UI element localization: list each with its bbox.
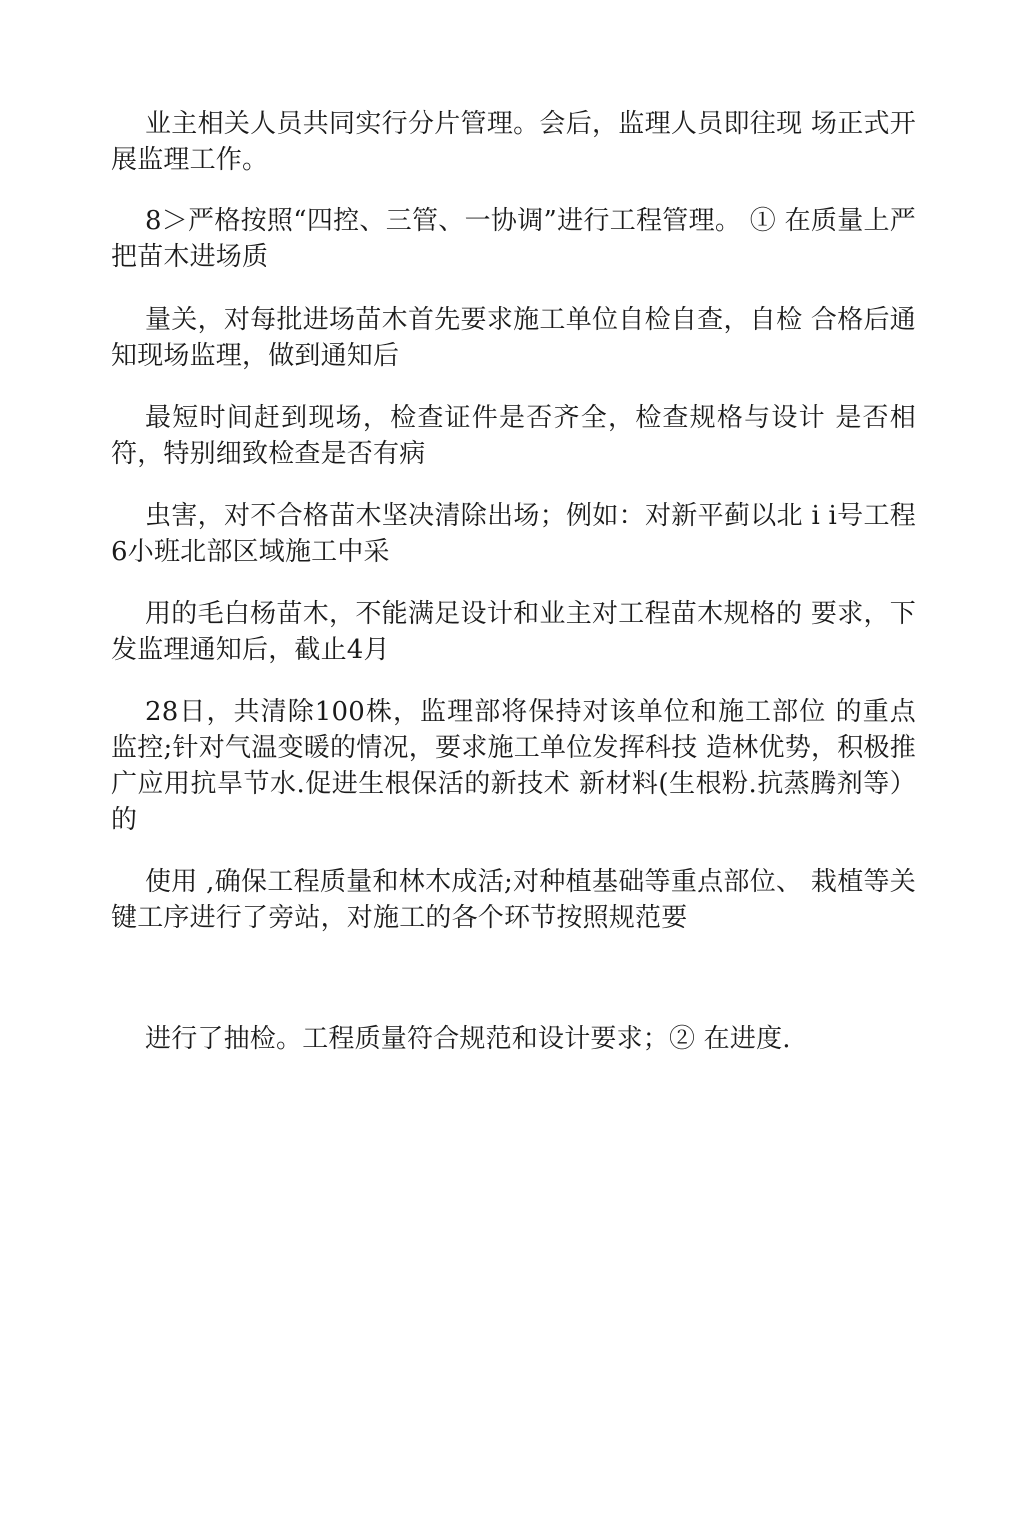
paragraph-6: 用的毛白杨苗木，不能满足设计和业主对工程苗木规格的 要求，下发监理通知后，截止4月 — [111, 599, 916, 665]
paragraph-2: 8＞严格按照“四控、三管、一协调”进行工程管理。 ① 在质量上严把苗木进场质 — [111, 206, 916, 272]
paragraph-3: 量关，对每批进场苗木首先要求施工单位自检自查，自检 合格后通知现场监理，做到通知后 — [111, 305, 916, 371]
paragraph-1: 业主相关人员共同实行分片管理。会后，监理人员即往现 场正式开展监理工作。 — [111, 109, 916, 175]
paragraph-9: 进行了抽检。工程质量符合规范和设计要求；② 在进度. — [145, 1024, 791, 1054]
paragraph-5: 虫害，对不合格苗木坚决清除出场；例如：对新平蓟以北 i i号工程6小班北部区域施工中采 — [111, 501, 916, 567]
paragraph-4: 最短时间赶到现场，检查证件是否齐全，检查规格与设计 是否相符，特别细致检查是否有病 — [111, 403, 916, 469]
paragraph-7: 28日，共清除100株，监理部将保持对该单位和施工部位 的重点监控;针对气温变暖的情况，要求施工单位发挥科技 造林优势，积极推广应用抗旱节水.促进生根保活的新技术 新材料(生根粉.抗蒸腾剂等）的 — [111, 697, 916, 835]
paragraph-8: 使用 ,确保工程质量和林木成活;对种植基础等重点部位、 栽植等关键工序进行了旁站，对施工的各个环节按照规范要 — [111, 867, 916, 933]
